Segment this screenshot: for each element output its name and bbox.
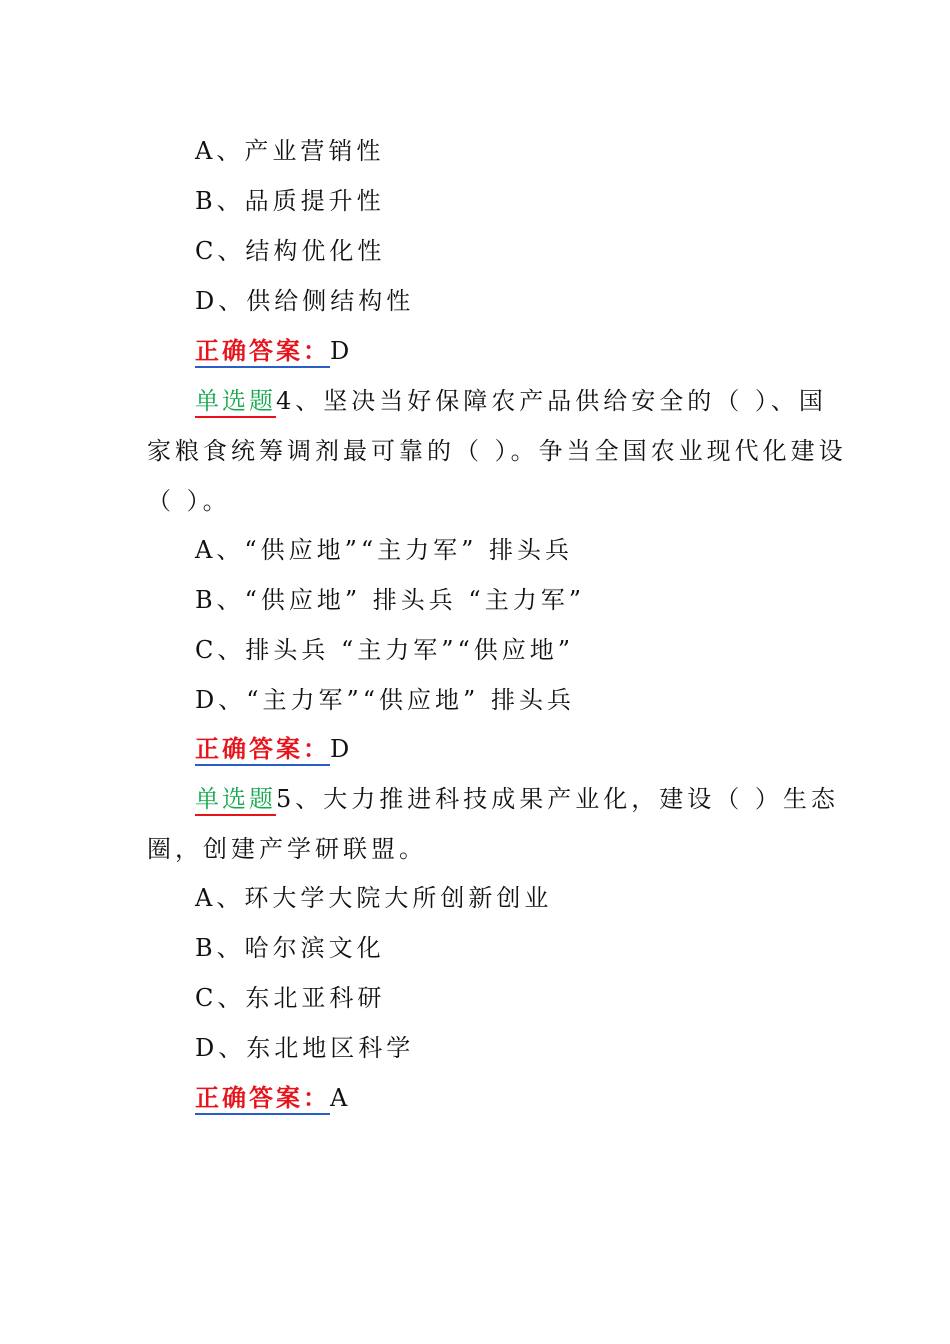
q5-option-b: B、哈尔滨文化 xyxy=(195,934,385,962)
q5-answer-value: A xyxy=(330,1084,348,1112)
q4-option-c: C、排头兵 “主力军”“供应地” xyxy=(195,636,575,664)
q3-option-c: C、结构优化性 xyxy=(195,237,386,265)
q4-type-label: 单选题 xyxy=(195,387,276,418)
q5-option-c: C、东北亚科研 xyxy=(195,984,386,1012)
q4-answer-value: D xyxy=(330,735,350,763)
q3-answer-label: 正确答案： xyxy=(195,337,330,368)
q4-stem-text-1: 4、坚决当好保障农产品供给安全的（ ）、国 xyxy=(276,387,827,415)
q3-answer xyxy=(0,331,950,371)
q5-stem-line-2: 圈，创建产学研联盟。 xyxy=(147,835,427,863)
q4-answer xyxy=(0,729,950,769)
q5-option-d: D、东北地区科学 xyxy=(195,1034,415,1062)
q4-stem-line-2: 家粮食统筹调剂最可靠的（ ）。争当全国农业现代化建设 xyxy=(147,437,847,465)
q4-option-d: D、“主力军”“供应地” 排头兵 xyxy=(195,686,575,714)
q4-stem-line-1 xyxy=(0,381,950,421)
q3-option-b: B、品质提升性 xyxy=(195,187,385,215)
q5-answer xyxy=(0,1078,950,1118)
q4-stem-line-3: （ ）。 xyxy=(147,487,231,515)
q3-option-d: D、供给侧结构性 xyxy=(195,287,415,315)
q4-answer-label: 正确答案： xyxy=(195,735,330,766)
q5-type-label: 单选题 xyxy=(195,785,276,816)
q3-answer-value: D xyxy=(330,337,350,365)
q4-option-a: A、“供应地”“主力军” 排头兵 xyxy=(195,536,574,564)
q5-answer-label: 正确答案： xyxy=(195,1084,330,1115)
q3-option-a: A、产业营销性 xyxy=(195,137,385,165)
q5-option-a: A、环大学大院大所创新创业 xyxy=(195,884,553,912)
q5-stem-text-1: 5、大力推进科技成果产业化，建设（ ）生态 xyxy=(276,785,839,813)
q5-stem-line-1 xyxy=(0,779,950,819)
q4-option-b: B、“供应地” 排头兵 “主力军” xyxy=(195,586,585,614)
